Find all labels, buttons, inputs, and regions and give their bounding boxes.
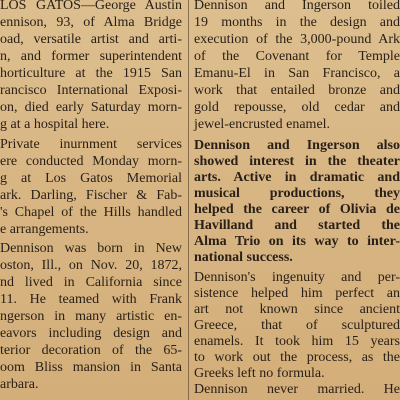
article-line: jewel-encrusted enamel.: [194, 117, 331, 132]
article-line: art not known since ancient: [194, 302, 400, 317]
highlight-line: national success.: [194, 250, 293, 265]
article-line: g at a hospital here.: [0, 117, 110, 132]
highlight-line: showed interest in the theater: [194, 154, 400, 169]
article-line: execution of the 3,000-pound Ark: [194, 32, 400, 47]
highlight-line: arts. Active in dramatic and: [194, 170, 400, 185]
article-line: eavors including design and: [0, 326, 182, 341]
article-line: Dennison was born in New: [0, 241, 182, 256]
article-line: ennison, 93, of Alma Bridge: [0, 15, 182, 30]
article-line: ngerson in many artistic en-: [0, 309, 182, 324]
highlight-line: helped the career of Olivia de: [194, 202, 400, 217]
highlight-line: Havilland and started the: [194, 218, 400, 233]
highlight-line: musical productions, they: [194, 186, 400, 201]
column-rule: [188, 0, 189, 400]
article-line: Dennison and Ingerson toiled: [194, 0, 400, 13]
article-line: oom Bliss mansion in Santa: [0, 360, 182, 375]
article-line: LOS GATOS—George Austin: [0, 0, 182, 13]
article-line: Private inurnment services: [0, 137, 182, 152]
article-line: ere conducted Monday morn-: [0, 154, 182, 169]
article-line: work that entailed bronze and: [194, 83, 400, 98]
highlight-line: Alma Trio on its way to inter-: [194, 234, 400, 249]
article-line: gold repousse, old cedar and: [194, 100, 400, 115]
article-line: 's Chapel of the Hills handled: [0, 205, 182, 220]
article-line: nd lived in California since: [0, 275, 182, 290]
article-line: terior decoration of the 65-: [0, 343, 182, 358]
article-line: enamels. It took him 15 years: [194, 334, 400, 349]
article-line: Greeks left no formula.: [194, 366, 325, 381]
article-line: 11. He teamed with Frank: [0, 292, 182, 307]
article-line: Greece, that of sculptured: [194, 318, 400, 333]
article-line: n, and former superintendent: [0, 49, 182, 64]
article-line: Emanu-El in San Francisco, a: [194, 66, 400, 81]
article-line: rancisco International Exposi-: [0, 83, 182, 98]
highlight-line: Dennison and Ingerson also: [194, 138, 400, 153]
article-line: Dennison's ingenuity and per-: [194, 270, 400, 285]
article-line: sistence helped him perfect an: [194, 286, 400, 301]
article-line: arbara.: [0, 377, 39, 392]
article-line: on, died early Saturday morn-: [0, 100, 182, 115]
article-line: oston, Ill., on Nov. 20, 1872,: [0, 258, 182, 273]
article-line: e arrangements.: [0, 222, 89, 237]
article-line: ark. Darling, Fischer & Fab-: [0, 188, 182, 203]
article-line: g at Los Gatos Memorial: [0, 171, 182, 186]
article-line: oad, versatile artist and arti-: [0, 32, 182, 47]
article-line: horticulture at the 1915 San: [0, 66, 182, 81]
article-line: of the Covenant for Temple: [194, 49, 400, 64]
article-line: Dennison never married. He: [194, 382, 400, 397]
article-line: to work out the process, as the: [194, 350, 400, 365]
article-line: 19 months in the design and: [194, 15, 400, 30]
